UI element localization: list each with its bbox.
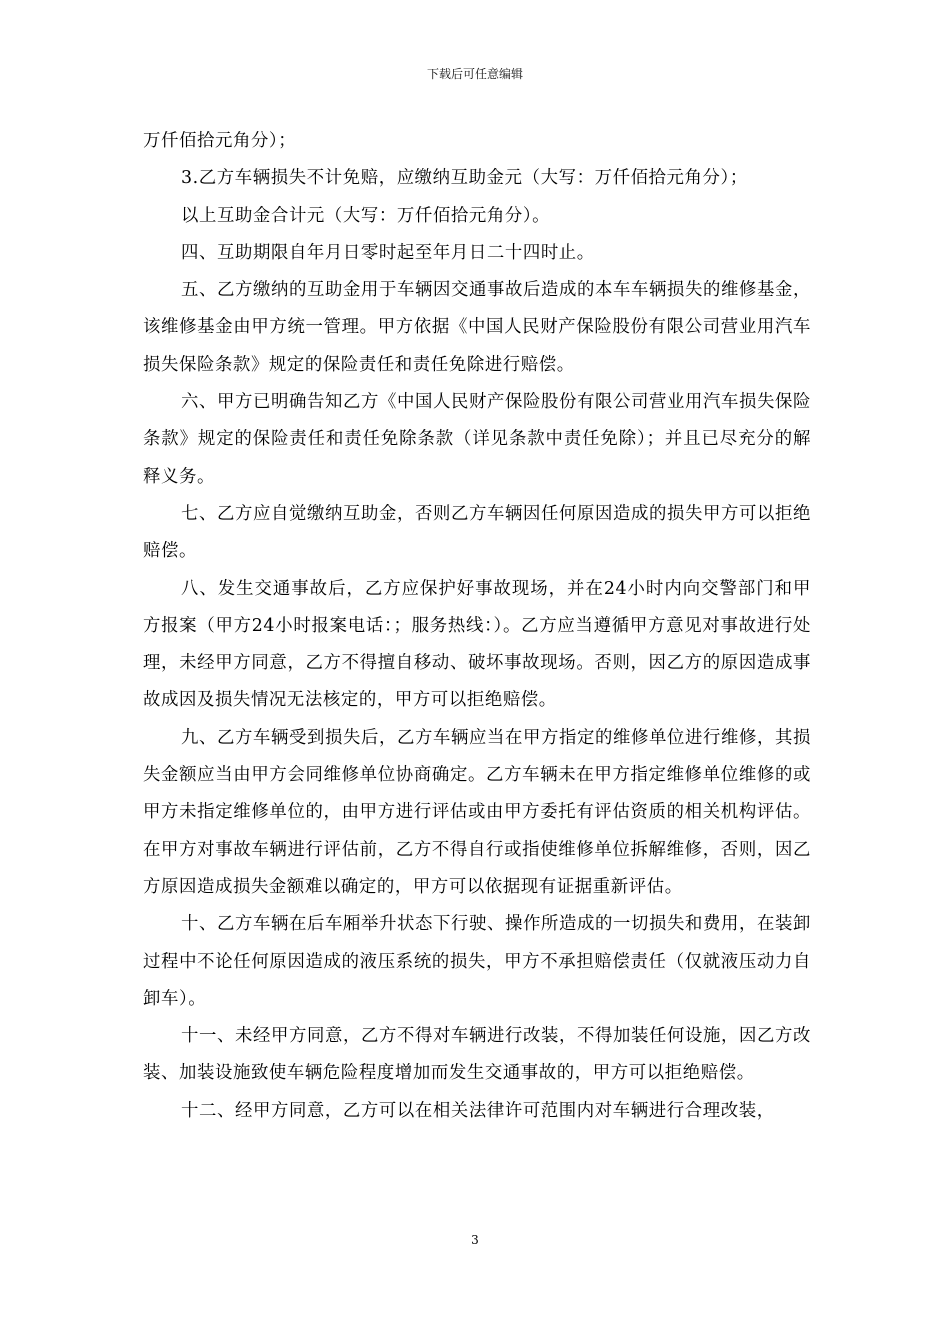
paragraph: 以上互助金合计元（大写：万仟佰拾元角分）。: [181, 205, 551, 226]
paragraph: 十二、经甲方同意，乙方可以在相关法律许可范围内对车辆进行合理改装，: [181, 1100, 775, 1121]
paragraph: 万仟佰拾元角分）；: [143, 131, 297, 151]
paragraph: 九、乙方车辆受到损失后，乙方车辆应当在甲方指定的维修单位进行维修，其损失金额应当由甲方会同维修单位协商确定。乙方车辆未在甲方指定维修单位维修的或甲方未指定维修单位的，由甲方进行评估或由甲方委托有评估资质的相关机构评估。在甲方对事故车辆进行评估前，乙方不得自行或指使维修单位拆解维修，否则，因乙方原因造成损失金额难以确定的，甲方可以依据现有证据重新评估。: [143, 727, 811, 897]
document-body: [143, 123, 811, 1130]
paragraph: 八、发生交通事故后，乙方应保护好事故现场，并在24小时内向交警部门和甲方报案（甲方24小时报案电话：；服务热线：）。乙方应当遵循甲方意见对事故进行处理，未经甲方同意，乙方不得擅自移动、破坏事故现场。否则，因乙方的原因造成事故成因及损失情况无法核定的，甲方可以拒绝赔偿。: [143, 578, 811, 711]
paragraph: 四、互助期限自年月日零时起至年月日二十四时止。: [181, 242, 595, 263]
paragraph: 七、乙方应自觉缴纳互助金，否则乙方车辆因任何原因造成的损失甲方可以拒绝赔偿。: [143, 503, 811, 562]
page-header: 下载后可任意编辑: [426, 67, 523, 81]
paragraph: 六、甲方已明确告知乙方《中国人民财产保险股份有限公司营业用汽车损失保险条款》规定的保险责任和责任免除条款（详见条款中责任免除）；并且已尽充分的解释义务。: [143, 392, 811, 487]
paragraph: 十、乙方车辆在后车厢举升状态下行驶、操作所造成的一切损失和费用，在装卸过程中不论任何原因造成的液压系统的损失，甲方不承担赔偿责任（仅就液压动力自卸车）。: [143, 914, 811, 1009]
paragraph: 五、乙方缴纳的互助金用于车辆因交通事故后造成的本车车辆损失的维修基金，该维修基金由甲方统一管理。甲方依据《中国人民财产保险股份有限公司营业用汽车损失保险条款》规定的保险责任和责任免除进行赔偿。: [143, 280, 811, 375]
paragraph: 3.乙方车辆损失不计免赔，应缴纳互助金元（大写：万仟佰拾元角分）；: [181, 168, 748, 189]
paragraph: 十一、未经甲方同意，乙方不得对车辆进行改装，不得加装任何设施，因乙方改装、加装设施致使车辆危险程度增加而发生交通事故的，甲方可以拒绝赔偿。: [143, 1026, 811, 1084]
page-number: 3: [471, 1233, 479, 1247]
